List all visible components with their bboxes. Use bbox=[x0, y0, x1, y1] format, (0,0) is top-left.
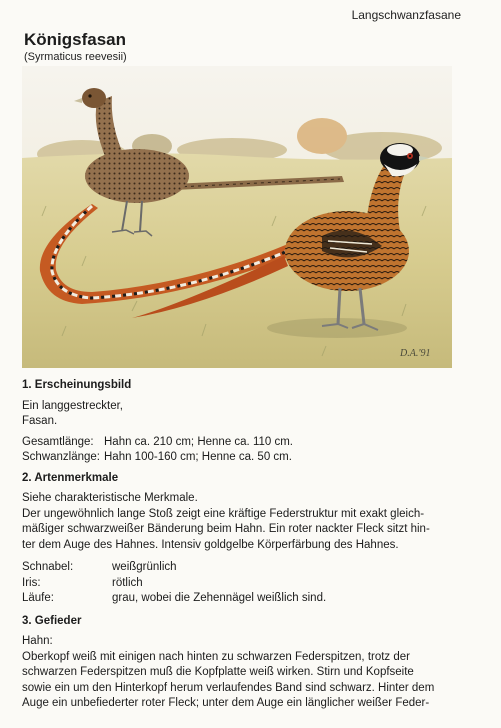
measurement-value: Hahn 100-160 cm; Henne ca. 50 cm. bbox=[104, 451, 292, 463]
feature-value: rötlich bbox=[112, 576, 143, 589]
feature-value: grau, wobei die Zehennägel weißlich sind. bbox=[112, 592, 327, 604]
plumage-subheading: Hahn: bbox=[22, 635, 53, 647]
plumage-line: Auge ein unbefiederter roter Fleck; unter dem Auge ein länglicher weißer Feder- bbox=[22, 697, 430, 709]
features-line: Der ungewöhnlich lange Stoß zeigt eine kräftige Federstruktur mit exakt gleich- bbox=[22, 507, 425, 520]
section-heading-features: 2. Artenmerkmale bbox=[22, 471, 119, 484]
page-title: Königsfasan bbox=[24, 30, 127, 49]
artist-signature: D.A.'91 bbox=[400, 348, 431, 359]
feature-label: Iris: bbox=[22, 576, 41, 589]
feature-row bbox=[22, 560, 462, 576]
appearance-line: Fasan. bbox=[22, 415, 58, 427]
plumage-line: schwarzen Federspitzen muß die Kopfplatte weiß wirken. Stirn und Kopfseite bbox=[22, 666, 414, 678]
features-line: ter dem Auge des Hahnes. Intensiv goldgelbe Körperfärbung des Hahnes. bbox=[22, 538, 399, 551]
feature-label: Schnabel: bbox=[22, 561, 74, 573]
description-body bbox=[22, 378, 462, 712]
plumage-line: Oberkopf weiß mit einigen nach hinten zu schwarzen Federspitzen, trotz der bbox=[22, 650, 410, 663]
measurement-row bbox=[22, 450, 462, 466]
feature-row bbox=[22, 591, 462, 607]
feature-row bbox=[22, 576, 462, 592]
feature-label: Läufe: bbox=[22, 592, 54, 604]
features-line: mäßiger schwarzweißer Bänderung beim Hahn. Ein roter nackter Fleck sitzt hin- bbox=[22, 523, 430, 535]
section-heading-appearance: 1. Erscheinungsbild bbox=[22, 379, 132, 391]
measurement-row bbox=[22, 435, 462, 451]
section-heading-plumage: 3. Gefieder bbox=[22, 614, 82, 627]
measurement-label: Gesamtlänge: bbox=[22, 435, 94, 448]
appearance-line: Ein langgestreckter, bbox=[22, 399, 124, 412]
measurement-value: Hahn ca. 210 cm; Henne ca. 110 cm. bbox=[104, 435, 293, 448]
plumage-line: sowie ein um den Hinterkopf herum verlaufendes Band sind schwarz. Hinter dem bbox=[22, 681, 435, 694]
features-intro: Siehe charakteristische Merkmale. bbox=[22, 492, 198, 504]
measurement-label: Schwanzlänge: bbox=[22, 451, 100, 463]
scientific-name: (Syrmaticus reevesii) bbox=[24, 51, 127, 63]
page-category: Langschwanzfasane bbox=[351, 8, 461, 22]
pheasant-illustration bbox=[22, 66, 452, 368]
feature-value: weißgrünlich bbox=[112, 561, 177, 573]
